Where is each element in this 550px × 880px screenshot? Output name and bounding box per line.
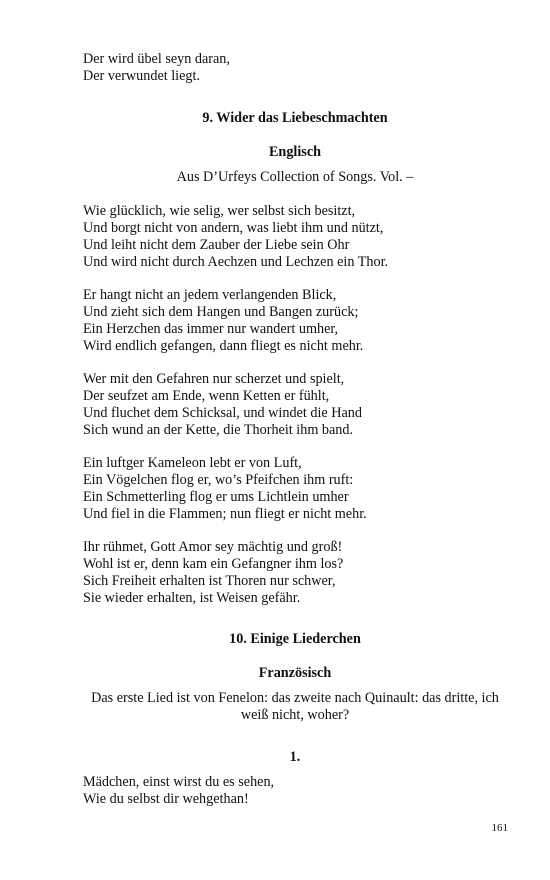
verse-line: Und fiel in die Flammen; nun fliegt er nicht mehr. — [83, 506, 367, 522]
section-title: 9. Wider das Liebeschmachten — [202, 110, 388, 126]
verse-line: Und leiht nicht dem Zauber der Liebe sein Ohr — [83, 237, 350, 253]
verse-line: Sich Freiheit erhalten ist Thoren nur schwer, — [83, 573, 336, 589]
verse-line: Und zieht sich dem Hangen und Bangen zurück; — [83, 304, 359, 320]
verse-line: Wird endlich gefangen, dann fliegt es nicht mehr. — [83, 338, 364, 354]
section-language: Englisch — [268, 144, 322, 160]
section-note: Das erste Lied ist von Fenelon: das zweite nach Quinault: das dritte, ich weiß nicht, woher? — [91, 690, 499, 723]
verse-line: Wohl ist er, denn kam ein Gefangner ihm los? — [83, 556, 344, 572]
verse-line: Der verwundet liegt. — [83, 68, 201, 84]
verse-line: Ihr rühmet, Gott Amor sey mächtig und groß! — [83, 539, 343, 555]
song-number: 1. — [289, 749, 301, 765]
verse-line: Der wird übel seyn daran, — [83, 51, 230, 67]
verse-line: Wie du selbst dir wehgethan! — [83, 791, 249, 807]
verse-line: Ein Schmetterling flog er ums Lichtlein umher — [83, 489, 349, 505]
verse-line: Der seufzet am Ende, wenn Ketten er fühlt, — [83, 388, 330, 404]
section-title: 10. Einige Liederchen — [229, 631, 361, 647]
section-language: Französisch — [258, 665, 332, 681]
verse-line: Sich wund an der Kette, die Thorheit ihm band. — [83, 422, 354, 438]
verse-line: Ein luftger Kameleon lebt er von Luft, — [83, 455, 302, 471]
verse-line: Ein Vögelchen flog er, wo’s Pfeifchen ihm ruft: — [83, 472, 354, 488]
section-source: Aus D’Urfeys Collection of Songs. Vol. – — [176, 169, 414, 185]
verse-line: Und wird nicht durch Aechzen und Lechzen ein Thor. — [83, 254, 389, 270]
verse-line: Und fluchet dem Schicksal, und windet die Hand — [83, 405, 362, 421]
verse-line: Wie glücklich, wie selig, wer selbst sich besitzt, — [83, 203, 356, 219]
verse-line: Und borgt nicht von andern, was liebt ihm und nützt, — [83, 220, 384, 236]
verse-line: Mädchen, einst wirst du es sehen, — [83, 774, 275, 790]
verse-line: Wer mit den Gefahren nur scherzet und spielt, — [83, 371, 345, 387]
verse-line: Sie wieder erhalten, ist Weisen gefähr. — [83, 590, 301, 606]
verse-line: Ein Herzchen das immer nur wandert umher, — [83, 321, 339, 337]
page-number: 161 — [491, 822, 508, 834]
verse-line: Er hangt nicht an jedem verlangenden Blick, — [83, 287, 337, 303]
